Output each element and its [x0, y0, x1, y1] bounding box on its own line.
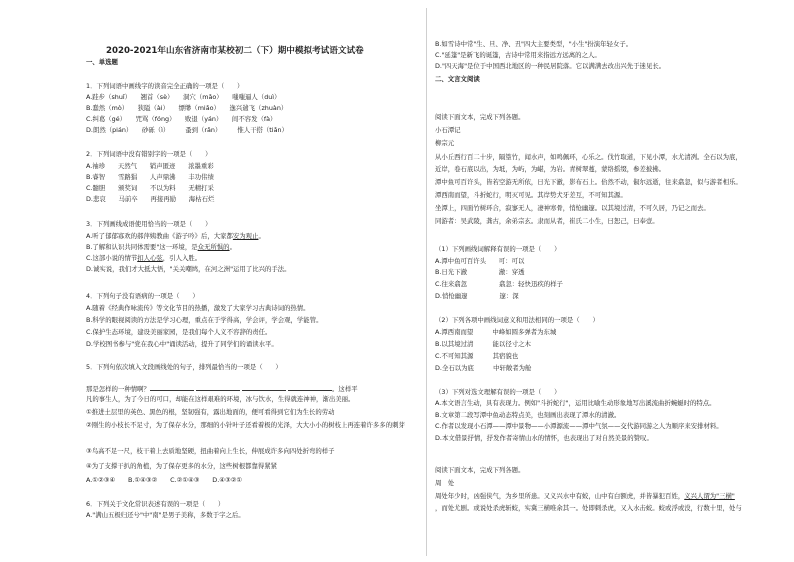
q5-passage-line-2: 凡的事生人，为了今日的可口，却能在这样艰难的环境，冰与饮水，生得就连神神，渐出美丽。 — [86, 395, 355, 403]
sq1-option-a: A.潭中鱼可百许头 可：可以 — [435, 257, 525, 265]
q3-c-end: ，引人入胜。 — [162, 254, 202, 262]
sq1-option-c: C.往来翕忽 翕忽：轻快迅疾的样子 — [435, 280, 563, 288]
reading-instruction-1: 阅读下面文本，完成下列各题。 — [435, 113, 525, 121]
q6-stem: 6．下列关于文化常识表述有误的一项是（ ） — [86, 500, 225, 508]
sq2-option-b: B.以其境过清 能以径寸之木 — [435, 340, 531, 348]
q3-a-end: 。 — [258, 232, 265, 240]
q3-b-end: 。 — [229, 243, 236, 251]
fill-blank-2 — [196, 384, 240, 391]
q5-item-4: ④为了支撑干扒的角植，为了保存更多的水分，这些树根都靠得紧紧 — [86, 462, 278, 470]
sq3-option-a: A.本文语言生动，具有表现力。例如"斗折蛇行"，运用比喻生动形象地写出溪流曲折蜿蜒时的特点。 — [435, 399, 716, 407]
q5-item-1: ①推进土层里的英色、黑色的根，坚韧强有，露出地面的，便可看得到它们为生长的劳动 — [86, 408, 335, 416]
passage1-line: 近岸，卷石底以出，为坻，为屿，为嵁，为岩。青树翠蔓，蒙络摇缀，参差披拂。 — [435, 165, 666, 173]
q3-b-underlined: 众无所惧的 — [197, 243, 230, 251]
q1-option-d: D.朗然（pián） 砂砾（ì） 蚤到（rǎn） 惟人干搭（tiǎn） — [86, 126, 288, 134]
q2-stem: 2．下列词语中没有错别字的一项是（ ） — [86, 150, 212, 158]
passage2-line-2: ，而处尤剧。或说处杀虎斩蛟，实冀三横唯余其一。处即刺杀虎，又入水击蛟。蛟或浮或没，行数十里，处与 — [435, 504, 742, 512]
passage1-line: 从小丘西行百二十步，隔篁竹，闻水声，如鸣佩环，心乐之。伐竹取道，下见小潭，水尤清冽。全石以为底， — [435, 153, 742, 161]
sq2-option-a: A.潭西南而望 中峰如圆多弹者为东城 — [435, 328, 557, 336]
passage2-line-1 — [435, 492, 735, 500]
q1-stem: 1．下列词语中画线字的读音完全正确的一项是（ ） — [86, 82, 244, 90]
passage1-line: 潭中鱼可百许头，皆若空游无所依，日光下澈，影布石上。佁然不动，俶尔远逝，往来翕忽，似与游者相乐。 — [435, 178, 742, 186]
q1-option-a: A.跬步（shuǐ） 翘首（sè） 洞穴（mǎo） 嗤嗤逼人（duì） — [86, 93, 281, 101]
q5-passage-tail: 。这样平 — [332, 385, 358, 393]
right-column — [435, 0, 765, 562]
section-heading-single-choice: 一、单选题 — [86, 58, 118, 66]
passage2-text: 周处年少时，凶强侠气，为乡里所患。又义兴水中有蛟，山中有白额虎，并皆暴犯百姓， — [435, 492, 685, 500]
q2-option-d: D.悲哀 马前卒 再接再励 海枯石烂 — [86, 195, 215, 203]
sq1-option-b: B.日光下澈 澈：穿透 — [435, 268, 525, 276]
section-heading-classical-reading: 二、文言文阅读 — [435, 75, 480, 83]
q3-option-d: D.诚实说，我们才大抵大悟，"关关嘲鸠，在河之洲"运用了比兴的手法。 — [86, 265, 291, 273]
sq3-option-c: C.作者以发现小石潭——潭中景物——小潭源流——潭中气氛——交代游同游之人为顺序来安排材料。 — [435, 422, 723, 430]
sq1-option-d: D.悄怆幽邃 邃：深 — [435, 292, 519, 300]
q5-item-2: ②刚生的小枝长不足寸，为了保存水分，那细的小针叶子还看着极的光泽，大大小小的树枝上再连着许多多的刺芽 — [86, 421, 405, 429]
sq3-stem: （3）下列对选文理解有误的一项是（ ） — [435, 388, 561, 396]
fill-blank-3 — [242, 384, 286, 391]
q4-option-c: C.保护生态环境，建设美丽家园，是我们每个人义不容辞的责任。 — [86, 328, 272, 336]
sq2-option-d: D.全石以为底 中轩敞者为舱 — [435, 364, 532, 372]
q3-c-text: C.这部小说的情节 — [86, 254, 138, 262]
column-divider — [426, 8, 427, 556]
q3-option-a — [86, 232, 265, 240]
q1-option-b: B.蠢然（mò） 狭隘（ài） 缥缈（miǎo） 逸兴遄飞（zhuàn） — [86, 104, 288, 112]
left-column — [86, 0, 412, 562]
sq3-option-d: D.本文借景抒情，抒发作者寄情山水的情怀，也表现出了对自然美景的赞叹。 — [435, 434, 653, 442]
q5-passage-line-1 — [86, 384, 358, 393]
q3-b-text: B.了解和认识共同体需要"这一环境，是 — [86, 243, 198, 251]
document-title: 2020-2021年山东省济南市某校初二（下）期中模拟考试语文试卷 — [106, 46, 364, 56]
q3-a-underlined: 安为观止 — [232, 232, 259, 240]
q3-option-b — [86, 243, 236, 251]
passage1-line: 坐潭上，四面竹树环合，寂寥无人，凄神寒骨，悄怆幽邃。以其境过清，不可久居，乃记之而去。 — [435, 204, 710, 212]
q1-option-c: C.纠葛（gé） 咒骂（fóng） 败退（yán） 间不容发（fà） — [86, 115, 277, 123]
passage1-line: 同游者：吴武陵，龚古，余弟宗玄。隶而从者，崔氏二小生，曰恕己，曰奉壹。 — [435, 217, 659, 225]
q5-item-3: ③鸟高不足一尺，枝干着上去质地坚硬，扭曲着向上生长，伸展成许多向四处折弯的样子 — [86, 447, 335, 455]
fill-blank-1 — [150, 384, 194, 391]
q3-stem: 3．下列画线成语使用恰当的一项是（ ） — [86, 220, 212, 228]
sq2-option-c: C.不可知其源 其宿貌也 — [435, 352, 519, 360]
q4-option-d: D.学校图书参与"党在我心中"诵读活动，提升了同学们的诵读水平。 — [86, 340, 278, 348]
q5-stem: 5．下列句依次填入文段画线处的句子，排列最恰当的一项是（ ） — [86, 363, 282, 371]
q2-option-c: C.髓胆 颁奖词 不以为料 无精打采 — [86, 184, 214, 192]
q4-option-b: B.科学的眼视阅读的方法是学习心理，重点在于学得高，学会评，学会观，学能管。 — [86, 316, 323, 324]
q2-option-a: A.袖珍 天然气 销声匿迹 浓墨重彩 — [86, 162, 214, 170]
passage1-line: 潭西南而望，斗折蛇行，明灭可见。其岸势犬牙差互，不可知其源。 — [435, 191, 627, 199]
q5-options: A.①②③④ B.①④③② C.②①④③ D.④③②① — [86, 476, 243, 484]
sq1-stem: （1）下列画线词解释有误的一项是（ ） — [435, 245, 561, 253]
reading-instruction-2: 阅读下面文本，完成下列各题。 — [435, 466, 525, 474]
passage2-title: 周 处 — [435, 479, 455, 487]
q6-option-a: A."满山五极归还兮"中"南"是男子美称，多数于字之后。 — [86, 511, 245, 519]
q6-option-b: B.如雪诗中常"生、旦、净、丑"四大主要类型，"小生"扮演年轻女子。 — [435, 40, 633, 48]
passage2-underlined: 义兴人谓为"三横" — [684, 492, 735, 500]
q3-option-c — [86, 254, 201, 262]
passage1-author: 柳宗元 — [435, 139, 455, 147]
fill-blank-4 — [288, 384, 332, 391]
q5-passage-lead: 那是怎样的一种情啊？ — [86, 385, 150, 393]
q4-option-a: A.随着《经典作咏流传》等文化节目的热播，激发了大家学习古典诗词的热情。 — [86, 304, 310, 312]
sq3-option-b: B.文章第二段写潭中鱼动态特点美，也刻画出表现了潭水的清澈。 — [435, 411, 621, 419]
q6-option-d: D."四天海"是位于中国西北地区的一种民居院落。它以满满去改出兴先于迷见长。 — [435, 62, 666, 70]
q2-option-b: B.睿智 雪路猖 人声鼎沸 丰功伟绩 — [86, 173, 214, 181]
q3-a-text: A.听了郁郁寡欢的郝萍姨教曲《游子吟》后，大家都 — [86, 232, 233, 240]
passage1-title: 小石潭记 — [435, 126, 461, 134]
q3-c-underlined: 扣人心弦 — [137, 254, 163, 262]
sq2-stem: （2）下列各项中画线词意义和用法相同的一项是（ ） — [435, 316, 599, 324]
q4-stem: 4．下列句子没有语病的一项是（ ） — [86, 292, 199, 300]
q6-option-c: C."延篷"是新飞的诞篷，古诗中常用来指远方远离的之人。 — [435, 51, 601, 59]
